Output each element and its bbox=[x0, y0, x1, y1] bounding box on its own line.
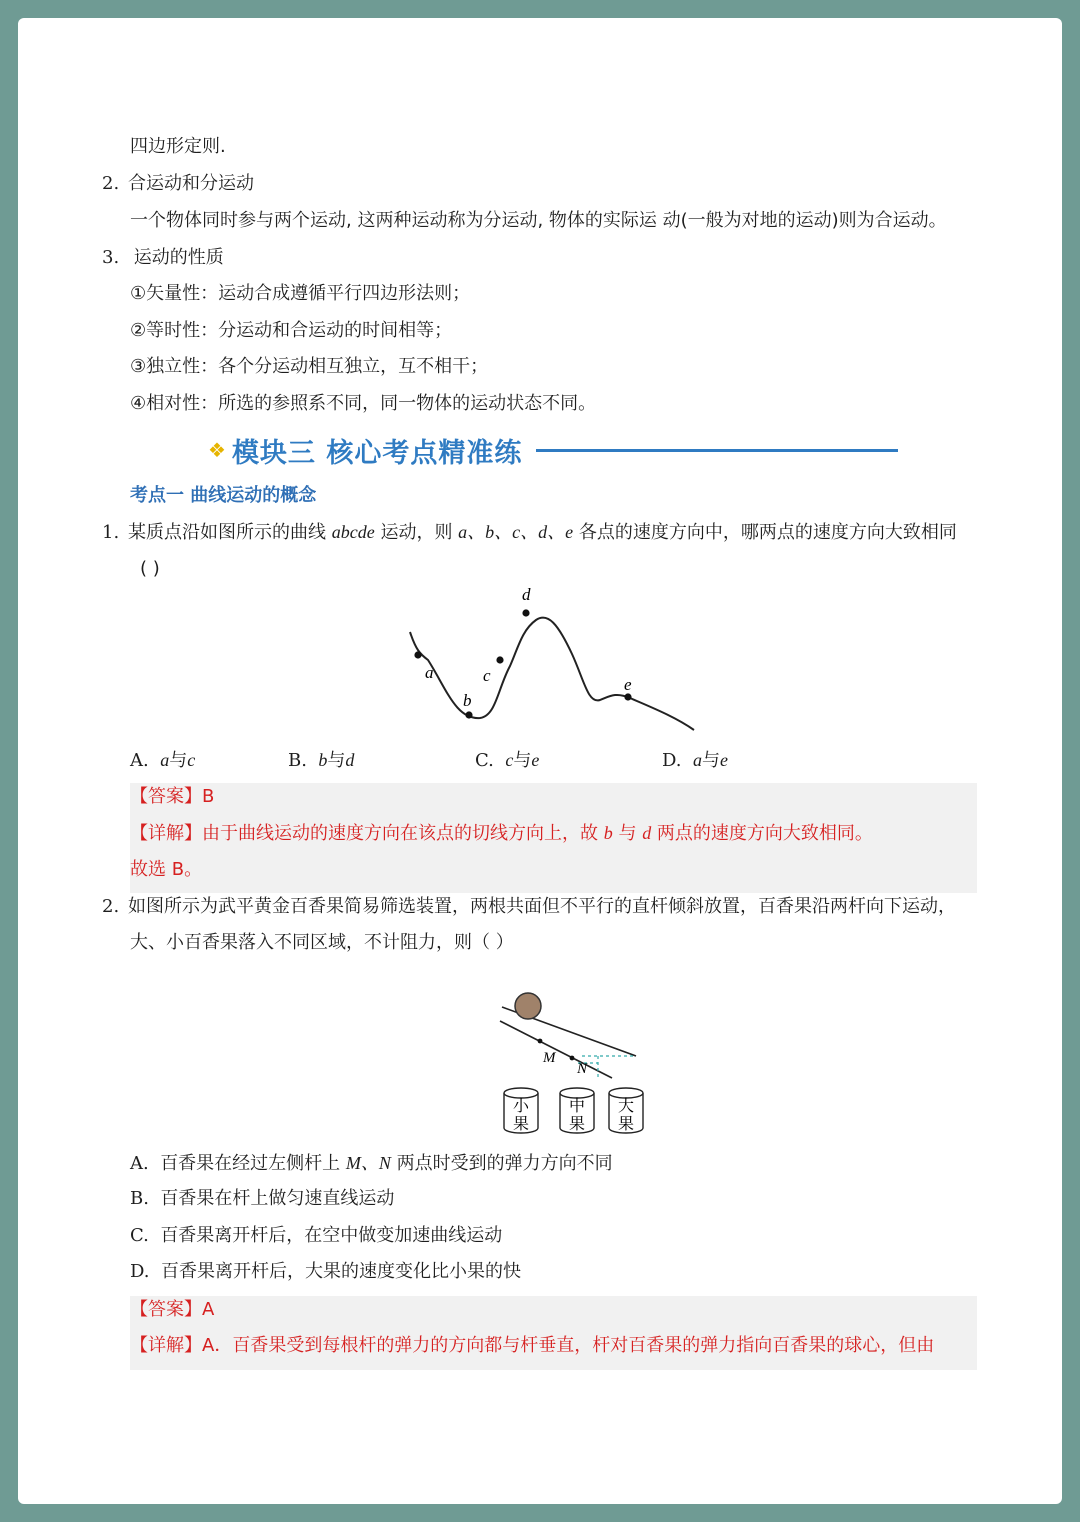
answer-value: B bbox=[202, 786, 215, 807]
option-letter: B. bbox=[130, 1188, 149, 1209]
option-text: 百香果在杆上做匀速直线运动 bbox=[160, 1188, 395, 1209]
answer-line bbox=[130, 1297, 214, 1323]
option-text: 与 bbox=[327, 750, 346, 771]
item-body: 一个物体同时参与两个运动, 这两种运动称为分运动, 物体的实际运 动(一般为对地的运动)则为合运动。 bbox=[130, 210, 947, 231]
answer-line bbox=[130, 784, 214, 810]
bin-medium-char-2: 果 bbox=[569, 1114, 586, 1133]
option-text: 两点时受到的弹力方向不同 bbox=[390, 1153, 613, 1174]
module-title: 模块三 核心考点精准练 bbox=[231, 437, 523, 469]
option-a[interactable] bbox=[130, 747, 195, 774]
point-e bbox=[624, 693, 631, 700]
bin-large-char-1: 大 bbox=[618, 1096, 635, 1115]
explanation-text: A．百香果受到每根杆的弹力的方向都与杆垂直，杆对百香果的弹力指向百香果的球心，但由 bbox=[202, 1335, 935, 1356]
stem-points: a、b、c、d、e bbox=[458, 522, 574, 542]
option-point: a bbox=[692, 750, 702, 770]
intro-line: 四边形定则. bbox=[130, 136, 226, 157]
question-1-stem bbox=[102, 519, 957, 546]
stem-text: 各点的速度方向中，哪两点的速度方向大致相同 bbox=[573, 522, 957, 543]
item-title: 运动的性质 bbox=[128, 247, 224, 268]
answer-paren: ( ) bbox=[140, 558, 160, 579]
option-point: e bbox=[719, 750, 728, 770]
list-item-2 bbox=[102, 171, 254, 197]
label-m: M bbox=[543, 1050, 556, 1066]
bin-medium-char-1: 中 bbox=[569, 1096, 586, 1115]
label-n: N bbox=[577, 1061, 588, 1077]
answer-tag: 【答案】 bbox=[130, 786, 202, 807]
option-letter: C. bbox=[475, 750, 494, 771]
question-2-stem-cont: 大、小百香果落入不同区域，不计阻力，则（ ） bbox=[130, 932, 514, 953]
explanation-line bbox=[130, 1333, 934, 1359]
module-divider bbox=[536, 449, 898, 452]
option-point: d bbox=[345, 750, 355, 770]
bin-small-char-2: 果 bbox=[513, 1114, 530, 1133]
explanation-text: 由于曲线运动的速度方向在该点的切线方向上，故 bbox=[202, 823, 604, 844]
option-text: 与 bbox=[701, 750, 720, 771]
document-page bbox=[18, 18, 1062, 1504]
option-b[interactable] bbox=[130, 1186, 394, 1212]
option-point: c bbox=[187, 750, 196, 770]
property-line: ④相对性：所选的参照系不同，同一物体的运动状态不同。 bbox=[130, 393, 597, 414]
explanation-text: 与 bbox=[612, 823, 643, 844]
label-e: e bbox=[624, 675, 632, 694]
point-d bbox=[522, 609, 529, 616]
option-point: b bbox=[318, 750, 328, 770]
explanation-point: b bbox=[603, 823, 613, 843]
explanation-line bbox=[130, 820, 873, 847]
point-m bbox=[538, 1039, 543, 1044]
point-n bbox=[570, 1056, 575, 1061]
stem-curve-name: abcde bbox=[331, 522, 375, 542]
question-number: 2. bbox=[102, 896, 120, 917]
option-letter: A. bbox=[130, 1153, 149, 1174]
property-line: ③独立性：各个分运动相互独立，互不相干； bbox=[130, 356, 489, 377]
label-d: d bbox=[522, 585, 531, 604]
list-item-3 bbox=[102, 245, 224, 271]
option-letter: B. bbox=[288, 750, 307, 771]
option-text: 百香果离开杆后，在空中做变加速曲线运动 bbox=[160, 1225, 503, 1246]
option-letter: D. bbox=[662, 750, 682, 771]
option-point: e bbox=[531, 750, 540, 770]
bin-large-char-2: 果 bbox=[618, 1114, 635, 1133]
bin-small-char-1: 小 bbox=[513, 1096, 530, 1115]
bin-large bbox=[609, 1088, 643, 1133]
option-point: c bbox=[505, 750, 514, 770]
option-text: 百香果在经过左侧杆上 bbox=[160, 1153, 346, 1174]
point-a bbox=[414, 651, 421, 658]
label-c: c bbox=[483, 666, 491, 685]
bin-small bbox=[504, 1088, 538, 1133]
option-text: 与 bbox=[513, 750, 532, 771]
question-2-stem bbox=[102, 894, 956, 920]
property-line: ②等时性：分运动和合运动的时间相等； bbox=[130, 320, 453, 341]
item-number: 3. bbox=[102, 247, 120, 268]
motion-curve bbox=[410, 618, 694, 730]
label-a: a bbox=[425, 663, 434, 682]
option-c[interactable] bbox=[130, 1223, 502, 1249]
option-letter: D. bbox=[130, 1261, 150, 1282]
bin-medium bbox=[560, 1088, 594, 1133]
explanation-tag: 【详解】 bbox=[130, 1335, 202, 1356]
option-text: 百香果离开杆后，大果的速度变化比小果的快 bbox=[160, 1261, 521, 1282]
option-a[interactable] bbox=[130, 1150, 613, 1177]
stem-text: 运动，则 bbox=[374, 522, 459, 543]
diamond-icon: ❖ bbox=[208, 438, 226, 462]
option-letter: A. bbox=[130, 750, 149, 771]
section-title: 考点一 曲线运动的概念 bbox=[130, 485, 317, 506]
option-points: M、N bbox=[345, 1153, 391, 1173]
answer-value: A bbox=[202, 1299, 215, 1320]
option-b[interactable] bbox=[288, 747, 354, 774]
explanation-tag: 【详解】 bbox=[130, 823, 202, 844]
option-letter: C. bbox=[130, 1225, 149, 1246]
option-d[interactable] bbox=[130, 1259, 521, 1285]
stem-text: 如图所示为武平黄金百香果简易筛选装置，两根共面但不平行的直杆倾斜放置，百香果沿两杆向下运动， bbox=[128, 896, 956, 917]
property-line: ①矢量性：运动合成遵循平行四边形法则； bbox=[130, 283, 471, 304]
item-title: 合运动和分运动 bbox=[128, 173, 254, 194]
conclusion-line: 故选 B。 bbox=[130, 859, 203, 880]
explanation-text: 两点的速度方向大致相同。 bbox=[651, 823, 873, 844]
option-text: 与 bbox=[169, 750, 188, 771]
option-point: a bbox=[160, 750, 170, 770]
question-number: 1. bbox=[102, 522, 120, 543]
option-c[interactable] bbox=[475, 747, 539, 774]
explanation-point: d bbox=[642, 823, 652, 843]
passion-fruit-ball bbox=[515, 993, 541, 1019]
sorting-device-figure bbox=[478, 983, 678, 1133]
label-b: b bbox=[463, 691, 472, 710]
answer-tag: 【答案】 bbox=[130, 1299, 202, 1320]
option-d[interactable] bbox=[662, 747, 728, 774]
item-number: 2. bbox=[102, 173, 120, 194]
point-b bbox=[465, 711, 472, 718]
stem-text: 某质点沿如图所示的曲线 bbox=[128, 522, 332, 543]
rod-lower bbox=[500, 1021, 612, 1078]
point-c bbox=[496, 656, 503, 663]
module-header bbox=[208, 430, 898, 470]
curve-figure bbox=[398, 585, 728, 748]
